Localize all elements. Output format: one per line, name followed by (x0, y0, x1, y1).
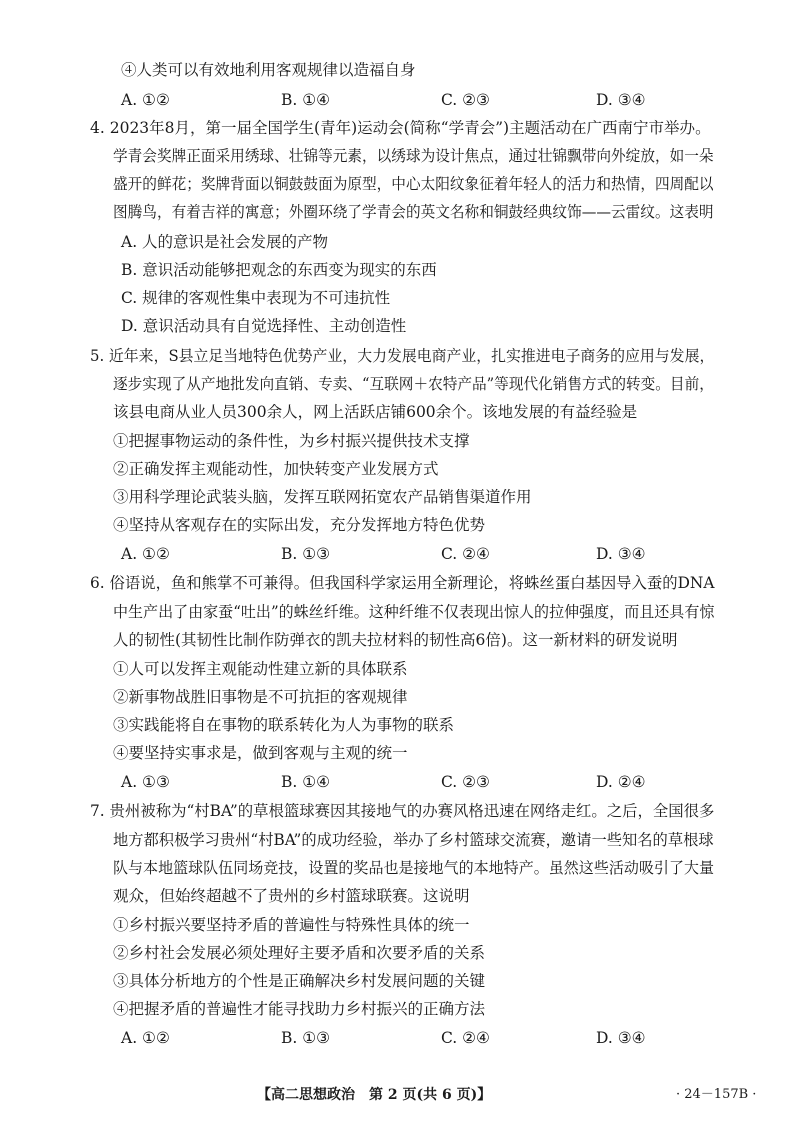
q7-choice-d: D. ③④ (596, 1029, 646, 1047)
q7-choices (0, 1028, 794, 1048)
q4-option-c: C. 规律的客观性集中表现为不可违抗性 (121, 289, 391, 307)
q3-item-4: ④人类可以有效地利用客观规律以造福自身 (121, 61, 416, 79)
q6-item-1: ①人可以发挥主观能动性建立新的具体联系 (113, 660, 408, 678)
q7-choice-b: B. ①③ (281, 1029, 331, 1047)
q4-option-d: D. 意识活动具有自觉选择性、主动创造性 (121, 317, 407, 335)
q5-line-2: 逐步实现了从产地批发向直销、专卖、“互联网＋农特产品”等现代化销售方式的转变。目前， (113, 375, 714, 393)
q6-line-3: 人的韧性(其韧性比制作防弹衣的凯夫拉材料的韧性高6倍)。这一新材料的研发说明 (113, 631, 678, 649)
q3-choice-b: B. ①④ (281, 91, 331, 109)
page-footer-label: 【高二思想政治 第 2 页(共 6 页)】 (257, 1087, 492, 1103)
q5-choice-d: D. ③④ (596, 545, 646, 563)
q5-choices (0, 544, 794, 564)
q3-choice-d: D. ③④ (596, 91, 646, 109)
q5-choice-a: A. ①② (121, 545, 170, 563)
q3-choice-a: A. ①② (121, 91, 170, 109)
q4-line-4: 图腾鸟，有着吉祥的寓意；外圈环绕了学青会的英文名称和铜鼓经典纹饰——云雷纹。这表明 (113, 203, 714, 221)
q4-line-1: 4. 2023年8月，第一届全国学生(青年)运动会(简称“学青会”)主题活动在广西南宁市举办。 (90, 119, 711, 137)
q7-line-1: 7. 贵州被称为“村BA”的草根篮球赛因其接地气的办赛风格迅速在网络走红。之后，全国很多 (90, 802, 715, 820)
q7-line-4: 观众，但始终超越不了贵州的乡村篮球联赛。这说明 (113, 887, 470, 905)
q5-item-2: ②正确发挥主观能动性，加快转变产业发展方式 (113, 460, 439, 478)
q6-item-3: ③实践能将自在事物的联系转化为人为事物的联系 (113, 716, 455, 734)
q6-choices (0, 772, 794, 792)
q5-choice-c: C. ②④ (441, 545, 490, 563)
q5-item-4: ④坚持从客观存在的实际出发，充分发挥地方特色优势 (113, 516, 486, 534)
q7-line-3: 队与本地篮球队伍同场竞技，设置的奖品也是接地气的本地特产。虽然这些活动吸引了大量 (113, 859, 715, 877)
page-code: · 24－157B · (676, 1087, 757, 1102)
q7-item-4: ④把握矛盾的普遍性才能寻找助力乡村振兴的正确方法 (113, 1000, 486, 1018)
q6-line-2: 中生产出了由家蚕“吐出”的蛛丝纤维。这种纤维不仅表现出惊人的拉伸强度，而且还具有惊 (113, 603, 715, 621)
q6-item-2: ②新事物战胜旧事物是不可抗拒的客观规律 (113, 688, 408, 706)
q5-choice-b: B. ①③ (281, 545, 331, 563)
q4-line-2: 学青会奖牌正面采用绣球、壮锦等元素，以绣球为设计焦点，通过壮锦飘带向外绽放，如一朵 (113, 147, 714, 165)
q4-option-b: B. 意识活动能够把观念的东西变为现实的东西 (121, 261, 437, 279)
q6-item-4: ④要坚持实事求是，做到客观与主观的统一 (113, 744, 408, 762)
q7-choice-c: C. ②④ (441, 1029, 490, 1047)
q7-item-1: ①乡村振兴要坚持矛盾的普遍性与特殊性具体的统一 (113, 916, 470, 934)
q6-choice-a: A. ①③ (121, 773, 170, 791)
q4-line-3: 盛开的鲜花；奖牌背面以铜鼓鼓面为原型，中心太阳纹象征着年轻人的活力和热情，四周配以 (113, 175, 714, 193)
q6-line-1: 6. 俗语说，鱼和熊掌不可兼得。但我国科学家运用全新理论，将蛛丝蛋白基因导入蚕的DNA (90, 574, 715, 592)
q3-choice-c: C. ②③ (441, 91, 490, 109)
q5-line-3: 该县电商从业人员300余人，网上活跃店铺600余个。该地发展的有益经验是 (113, 403, 638, 421)
q5-item-1: ①把握事物运动的条件性，为乡村振兴提供技术支撑 (113, 432, 470, 450)
q6-choice-b: B. ①④ (281, 773, 331, 791)
q7-item-3: ③具体分析地方的个性是正确解决乡村发展问题的关键 (113, 972, 486, 990)
q3-choices (0, 90, 794, 110)
q5-line-1: 5. 近年来，S县立足当地特色优势产业，大力发展电商产业，扎实推进电子商务的应用与发展， (90, 347, 715, 365)
q7-item-2: ②乡村社会发展必须处理好主要矛盾和次要矛盾的关系 (113, 944, 486, 962)
q7-line-2: 地方都积极学习贵州“村BA”的成功经验，举办了乡村篮球交流赛，邀请一些知名的草根球 (113, 831, 714, 849)
q4-option-a: A. 人的意识是社会发展的产物 (121, 233, 329, 251)
q7-choice-a: A. ①② (121, 1029, 170, 1047)
q6-choice-c: C. ②③ (441, 773, 490, 791)
q5-item-3: ③用科学理论武装头脑，发挥互联网拓宽农产品销售渠道作用 (113, 488, 532, 506)
q6-choice-d: D. ②④ (596, 773, 646, 791)
